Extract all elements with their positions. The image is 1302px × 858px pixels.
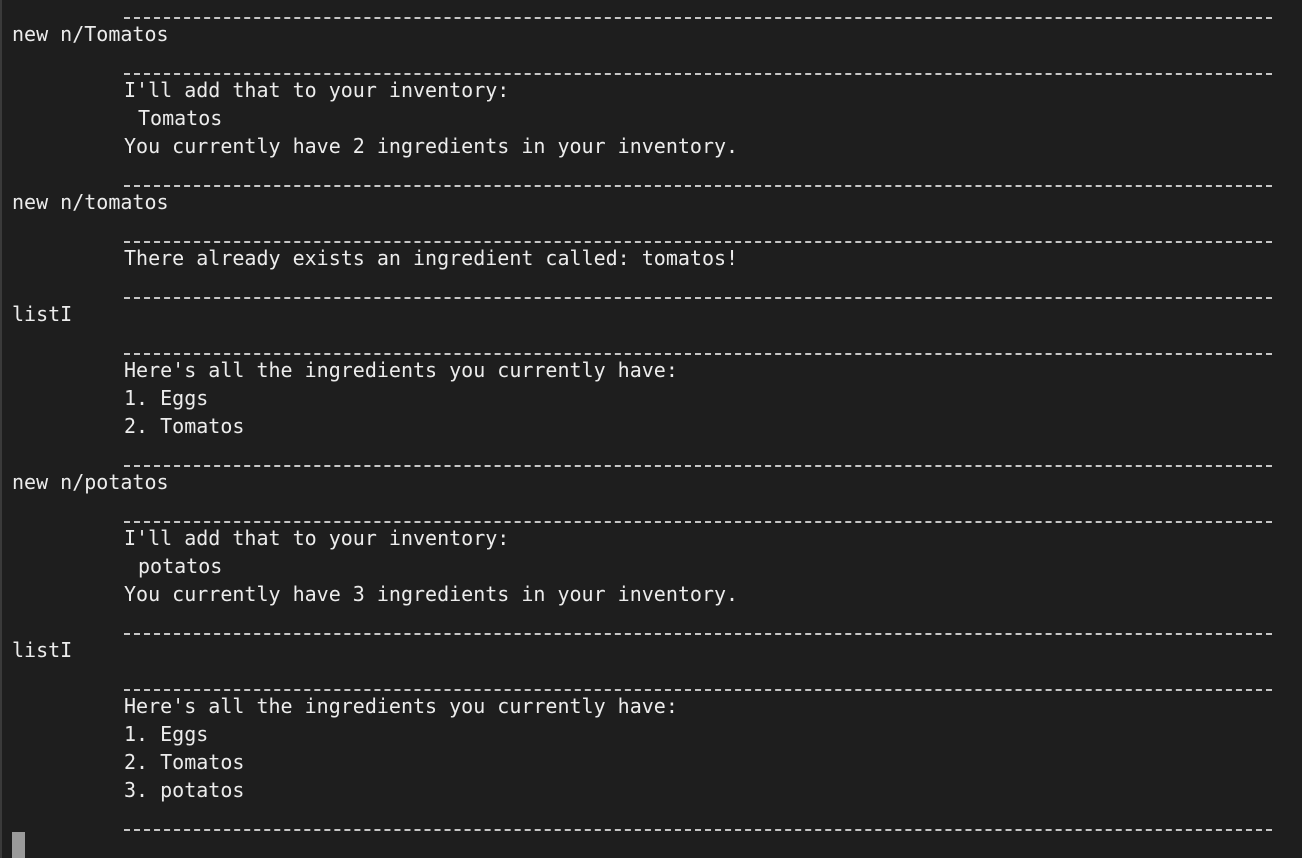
output-line: 2. Tomatos	[124, 750, 245, 774]
command-line: listI	[12, 638, 73, 662]
output-line: Here's all the ingredients you currently have:	[124, 694, 678, 718]
output-line: There already exists an ingredient called: tomatos!	[124, 246, 739, 270]
output-line: 1. Eggs	[124, 386, 209, 410]
output-line: I'll add that to your inventory:	[124, 526, 510, 550]
command-line: new n/tomatos	[12, 190, 169, 214]
output-line: You currently have 2 ingredients in your inventory.	[124, 134, 739, 158]
command-line: new n/potatos	[12, 470, 169, 494]
separator-line	[124, 185, 1272, 187]
output-line: I'll add that to your inventory:	[124, 78, 510, 102]
command-line: listI	[12, 302, 73, 326]
output-line: 3. potatos	[124, 778, 245, 802]
output-line: You currently have 3 ingredients in your inventory.	[124, 582, 739, 606]
separator-line	[124, 73, 1272, 75]
separator-line	[124, 689, 1272, 691]
separator-line	[124, 241, 1272, 243]
separator-line	[124, 633, 1272, 635]
ingredient-name: potatos	[138, 554, 223, 578]
separator-line	[124, 829, 1272, 831]
separator-line	[124, 521, 1272, 523]
separator-line	[124, 17, 1272, 19]
separator-line	[124, 297, 1272, 299]
output-line: 2. Tomatos	[124, 414, 245, 438]
output-line: Here's all the ingredients you currently have:	[124, 358, 678, 382]
text-cursor	[12, 832, 25, 858]
separator-line	[124, 353, 1272, 355]
command-line: new n/Tomatos	[12, 22, 169, 46]
ingredient-name: Tomatos	[138, 106, 223, 130]
separator-line	[124, 465, 1272, 467]
output-line: 1. Eggs	[124, 722, 209, 746]
